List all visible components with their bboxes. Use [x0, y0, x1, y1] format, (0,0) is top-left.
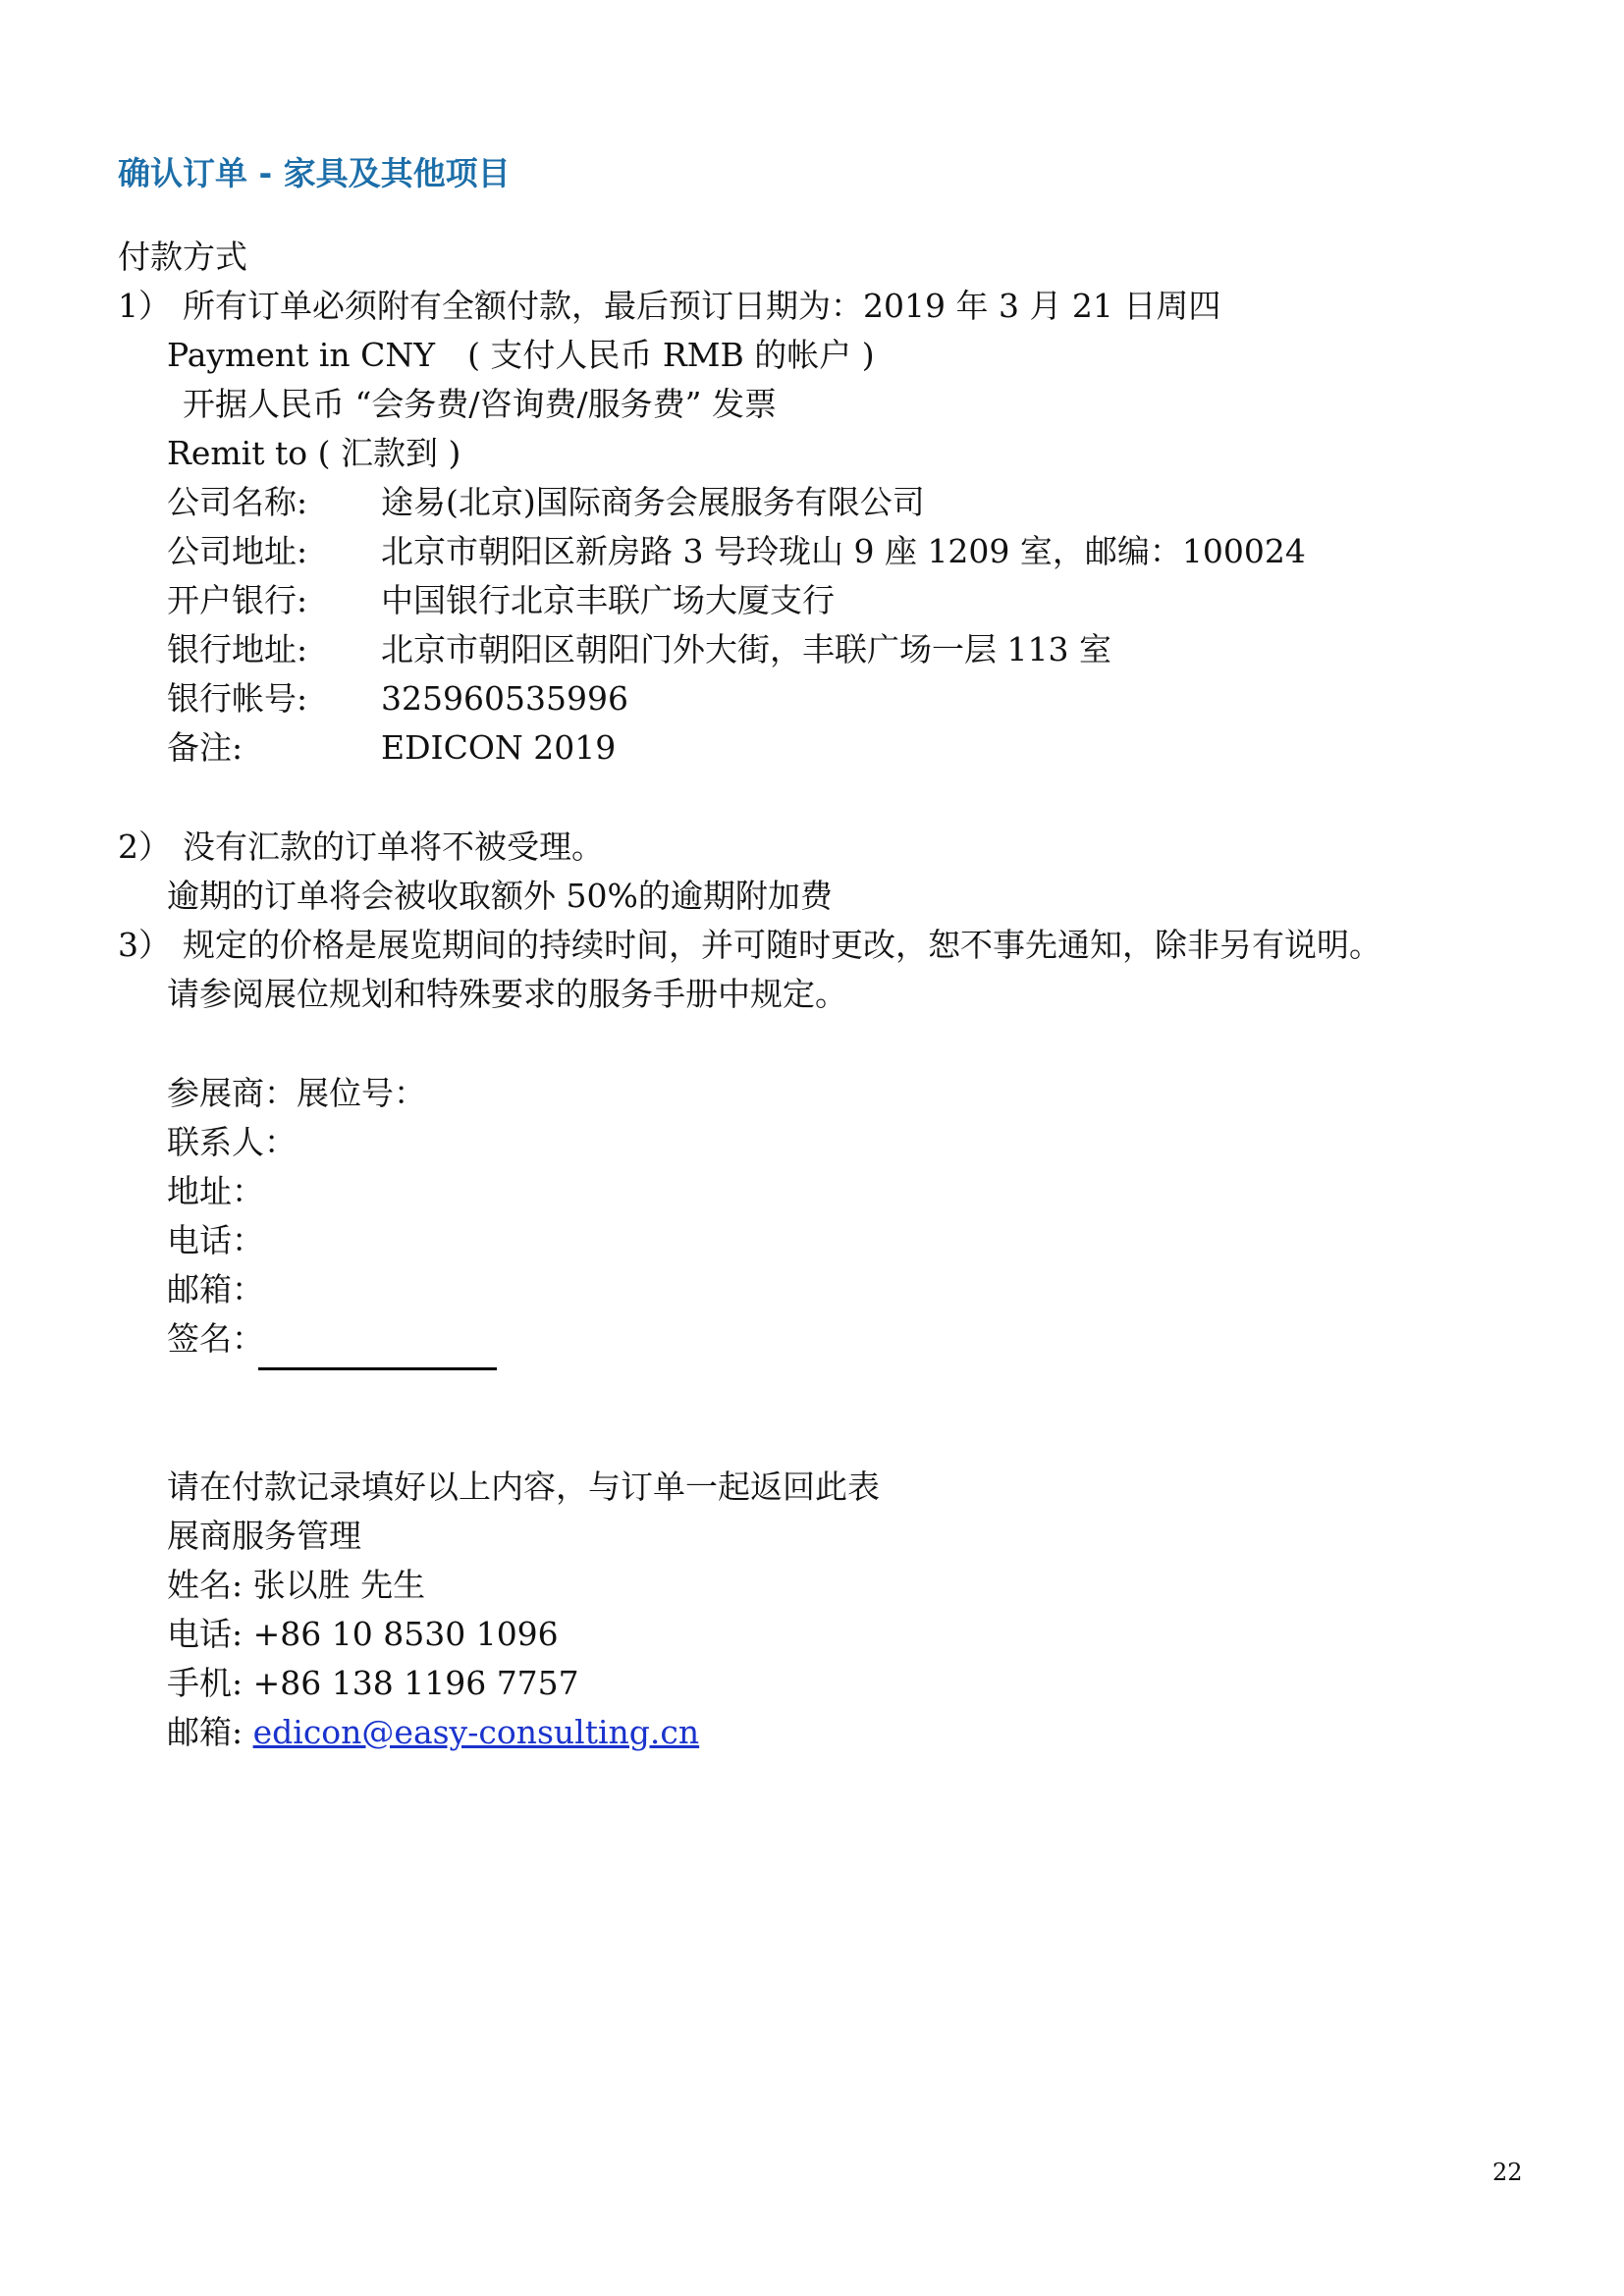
- bank-address-label: 银行地址:: [167, 630, 308, 668]
- signature-line: [258, 1367, 497, 1370]
- payment-currency-line: Payment in CNY ( 支付人民币 RMB 的帐户 ): [167, 336, 875, 374]
- contact-email-label: 邮箱:: [167, 1713, 253, 1751]
- item-2-number: 2）: [118, 828, 171, 866]
- contact-email-line: [167, 1708, 699, 1757]
- item-1-text: 所有订单必须附有全额付款，最后预订日期为：2019 年 3 月 21 日周四: [183, 287, 1221, 325]
- account-number-value: 325960535996: [381, 679, 628, 718]
- invoice-line: 开据人民币 “会务费/咨询费/服务费” 发票: [183, 385, 777, 423]
- contact-phone: 电话: +86 10 8530 1096: [167, 1615, 559, 1653]
- item-3-number: 3）: [118, 926, 171, 964]
- department-name: 展商服务管理: [167, 1517, 361, 1555]
- address-field: 地址：: [167, 1172, 264, 1210]
- item-2-text: 没有汇款的订单将不被受理。: [183, 828, 604, 866]
- item-2-subtext: 逾期的订单将会被收取额外 50%的逾期附加费: [167, 877, 833, 915]
- signature-field: 签名：: [167, 1319, 264, 1358]
- account-number-label: 银行帐号:: [167, 679, 308, 718]
- bank-address-value: 北京市朝阳区朝阳门外大街，丰联广场一层 113 室: [381, 630, 1111, 668]
- phone-field: 电话：: [167, 1221, 264, 1259]
- remark-value: EDICON 2019: [381, 728, 617, 767]
- contact-name: 姓名: 张以胜 先生: [167, 1566, 426, 1604]
- page-number: 22: [1492, 2159, 1523, 2186]
- exhibitor-booth-field: 参展商：展位号：: [167, 1074, 426, 1112]
- company-address-label: 公司地址:: [167, 532, 308, 570]
- item-1-number: 1）: [118, 287, 171, 325]
- bank-name-label: 开户银行:: [167, 581, 308, 619]
- company-name-label: 公司名称:: [167, 483, 308, 521]
- remark-label: 备注:: [167, 728, 244, 767]
- payment-method-heading: 付款方式: [118, 238, 247, 276]
- company-address-value: 北京市朝阳区新房路 3 号玲珑山 9 座 1209 室，邮编：100024: [381, 532, 1306, 570]
- item-3-subtext: 请参阅展位规划和特殊要求的服务手册中规定。: [167, 975, 847, 1013]
- bank-name-value: 中国银行北京丰联广场大厦支行: [381, 581, 835, 619]
- contact-field: 联系人：: [167, 1123, 297, 1161]
- contact-mobile: 手机: +86 138 1196 7757: [167, 1664, 579, 1702]
- item-3-text: 规定的价格是展览期间的持续时间，并可随时更改，恕不事先通知，除非另有说明。: [183, 926, 1381, 964]
- contact-email-link[interactable]: edicon@easy-consulting.cn: [252, 1713, 700, 1751]
- email-field: 邮箱：: [167, 1270, 264, 1308]
- remit-to-line: Remit to ( 汇款到 ): [167, 434, 461, 472]
- company-name-value: 途易(北京)国际商务会展服务有限公司: [381, 483, 925, 521]
- return-instruction: 请在付款记录填好以上内容，与订单一起返回此表: [167, 1468, 880, 1506]
- page-title: 确认订单 - 家具及其他项目: [118, 154, 511, 192]
